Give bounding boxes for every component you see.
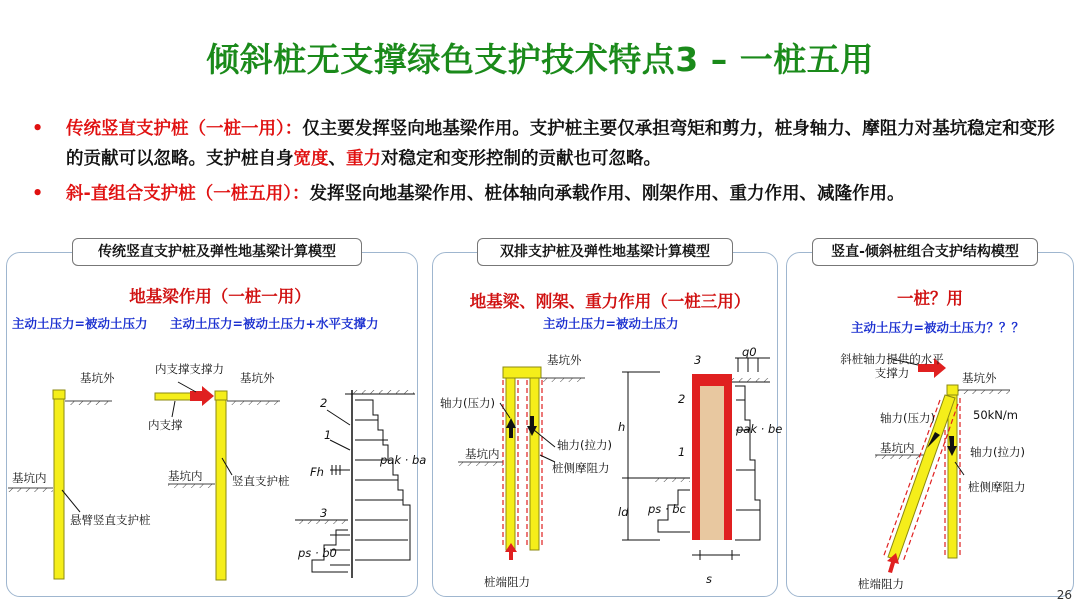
label-num-3: 3: [320, 506, 328, 520]
label-axial-tension: 轴力(拉力): [557, 438, 612, 452]
label-s: s: [706, 572, 712, 586]
label-ps-b0: ps · b0: [298, 546, 337, 560]
bullet-head: 斜-直组合支护桩（一桩五用）：: [66, 184, 310, 204]
bullet-dot: •: [32, 119, 44, 139]
page-title: 倾斜桩无支撑绿色支护技术特点3 – 一桩五用: [206, 40, 874, 79]
label-num-2: 2: [678, 392, 686, 406]
panel-double-row-pile-title: 地基梁、刚架、重力作用（一桩三用）: [469, 292, 751, 311]
label-q0: q0: [742, 345, 757, 359]
note-earth-pressure-right: 主动土压力=被动土压力+水平支撑力: [170, 316, 379, 331]
label-fh: Fh: [310, 465, 324, 479]
label-pak-ba: pak · ba: [380, 453, 427, 467]
label-h: h: [618, 420, 626, 434]
bullet-highlight-width: 宽度: [293, 149, 329, 169]
label-outside: 基坑外: [547, 353, 582, 367]
bullet-body: 仅主要发挥竖向地基梁作用。支护桩主要仅承担弯矩和剪力，桩身轴力、摩阻力对基坑稳定和变形的贡献可以忽略。支护桩自身: [66, 119, 1055, 169]
label-inside: 基坑内: [880, 441, 915, 455]
label-outside-2: 基坑外: [240, 371, 275, 385]
label-inside-2: 基坑内: [168, 469, 203, 483]
label-axial-tension: 轴力(拉力): [970, 445, 1025, 459]
label-num-1: 1: [324, 428, 332, 442]
bullet-sep: 、: [328, 149, 346, 169]
label-inside: 基坑内: [465, 447, 500, 461]
page-number: 26: [1056, 588, 1072, 602]
label-cantilever-pile: 悬臂竖直支护桩: [70, 513, 151, 527]
panel-double-row-pile-tab: 双排支护桩及弹性地基梁计算模型: [477, 238, 733, 266]
label-pak-be: pak · be: [736, 422, 783, 436]
label-side-friction: 桩侧摩阻力: [968, 480, 1026, 494]
label-load: 50kN/m: [973, 408, 1018, 422]
bullet-body: 发挥竖向地基梁作用、桩体轴向承载作用、刚架作用、重力作用、减隆作用。: [309, 184, 905, 204]
label-ps-bc: ps · bc: [648, 502, 686, 516]
panel-vertical-pile-title: 地基梁作用（一桩一用）: [129, 287, 311, 306]
label-num-1: 1: [678, 445, 686, 459]
note-earth-pressure-left: 主动土压力=被动土压力: [12, 316, 148, 331]
panel-inclined-pile-title: 一桩？用: [897, 289, 963, 308]
label-num-3: 3: [694, 353, 702, 367]
label-ld: ld: [618, 505, 629, 519]
panel-vertical-pile-tab: 传统竖直支护桩及弹性地基梁计算模型: [72, 238, 362, 266]
inclined-pile-system: [875, 358, 1010, 573]
label-tip-resistance: 桩端阻力: [858, 577, 904, 591]
label-side-friction: 桩侧摩阻力: [552, 461, 610, 475]
label-outside: 基坑外: [962, 371, 997, 385]
label-outside-1: 基坑外: [80, 371, 115, 385]
label-axial-compression: 轴力(压力): [440, 396, 495, 410]
label-axial-compression: 轴力(压力): [880, 411, 935, 425]
panel-inclined-pile-tab: 竖直-倾斜桩组合支护结构模型: [812, 238, 1038, 266]
label-horizontal-support: 斜桩轴力提供的水平支撑力: [840, 352, 944, 380]
bullet-body-end: 对稳定和变形控制的贡献也可忽略。: [381, 149, 661, 169]
bullet-head: 传统竖直支护桩（一桩一用）：: [66, 119, 303, 139]
label-num-2: 2: [320, 396, 328, 410]
bullet-dot: •: [32, 184, 44, 204]
label-vertical-pile: 竖直支护桩: [232, 474, 290, 488]
label-inside-1: 基坑内: [12, 471, 47, 485]
label-strut: 内支撑: [148, 418, 183, 432]
label-strut-force: 内支撑支撑力: [155, 362, 224, 376]
note-earth-pressure-question: 主动土压力=被动土压力？？？: [851, 320, 1024, 335]
label-tip-resistance: 桩端阻力: [484, 575, 530, 589]
note-earth-pressure-double: 主动土压力=被动土压力: [543, 316, 679, 331]
bullet-highlight-gravity: 重力: [346, 149, 381, 169]
